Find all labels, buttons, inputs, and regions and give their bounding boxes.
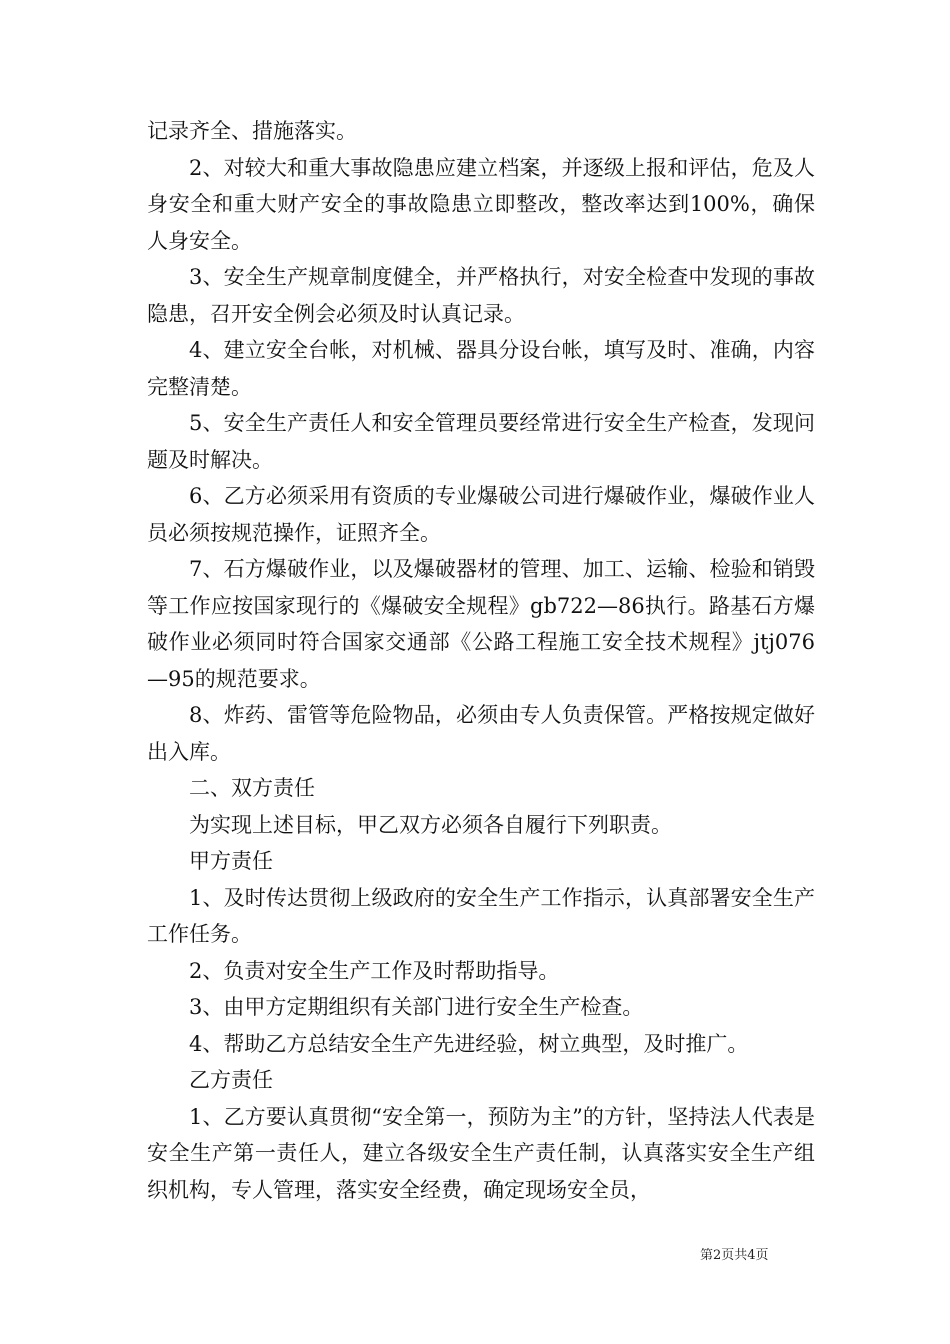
paragraph: 4、建立安全台帐，对机械、器具分设台帐，填写及时、准确，内容完整清楚。 [147,338,815,399]
subsection-heading: 甲方责任 [189,849,273,873]
paragraph: 6、乙方必须采用有资质的专业爆破公司进行爆破作业，爆破作业人员必须按规范操作，证照齐全。 [147,484,815,545]
paragraph: 8、炸药、雷管等危险物品，必须由专人负责保管。严格按规定做好出入库。 [147,703,815,764]
paragraph: 为实现上述目标，甲乙双方必须各自履行下列职责。 [189,812,672,837]
paragraph: 7、石方爆破作业，以及爆破器材的管理、加工、运输、检验和销毁等工作应按国家现行的《爆破安全规程》gb722—86执行。路基石方爆破作业必须同时符合国家交通部《公路工程施工安全技术规程》jtj076—95的规范要求。 [147,557,815,691]
paragraph: 4、帮助乙方总结安全生产先进经验，树立典型，及时推广。 [189,1031,749,1056]
section-heading: 二、双方责任 [189,776,315,800]
subsection-heading: 乙方责任 [189,1068,273,1092]
paragraph: 3、安全生产规章制度健全，并严格执行，对安全检查中发现的事故隐患，召开安全例会必须及时认真记录。 [147,265,815,326]
paragraph: 1、及时传达贯彻上级政府的安全生产工作指示，认真部署安全生产工作任务。 [147,885,815,946]
paragraph: 1、乙方要认真贯彻“安全第一，预防为主”的方针，坚持法人代表是安全生产第一责任人，建立各级安全生产责任制，认真落实安全生产组织机构，专人管理，落实安全经费，确定现场安全员， [147,1104,815,1202]
paragraph: 2、负责对安全生产工作及时帮助指导。 [189,958,560,983]
paragraph: 记录齐全、措施落实。 [147,119,357,143]
page-number: 第2页共4页 [700,1248,769,1263]
paragraph: 5、安全生产责任人和安全管理员要经常进行安全生产检查，发现问题及时解决。 [147,411,815,472]
paragraph: 2、对较大和重大事故隐患应建立档案，并逐级上报和评估，危及人身安全和重大财产安全的事故隐患立即整改，整改率达到100%，确保人身安全。 [147,155,815,253]
document-body [147,113,815,1208]
paragraph: 3、由甲方定期组织有关部门进行安全生产检查。 [189,995,644,1019]
